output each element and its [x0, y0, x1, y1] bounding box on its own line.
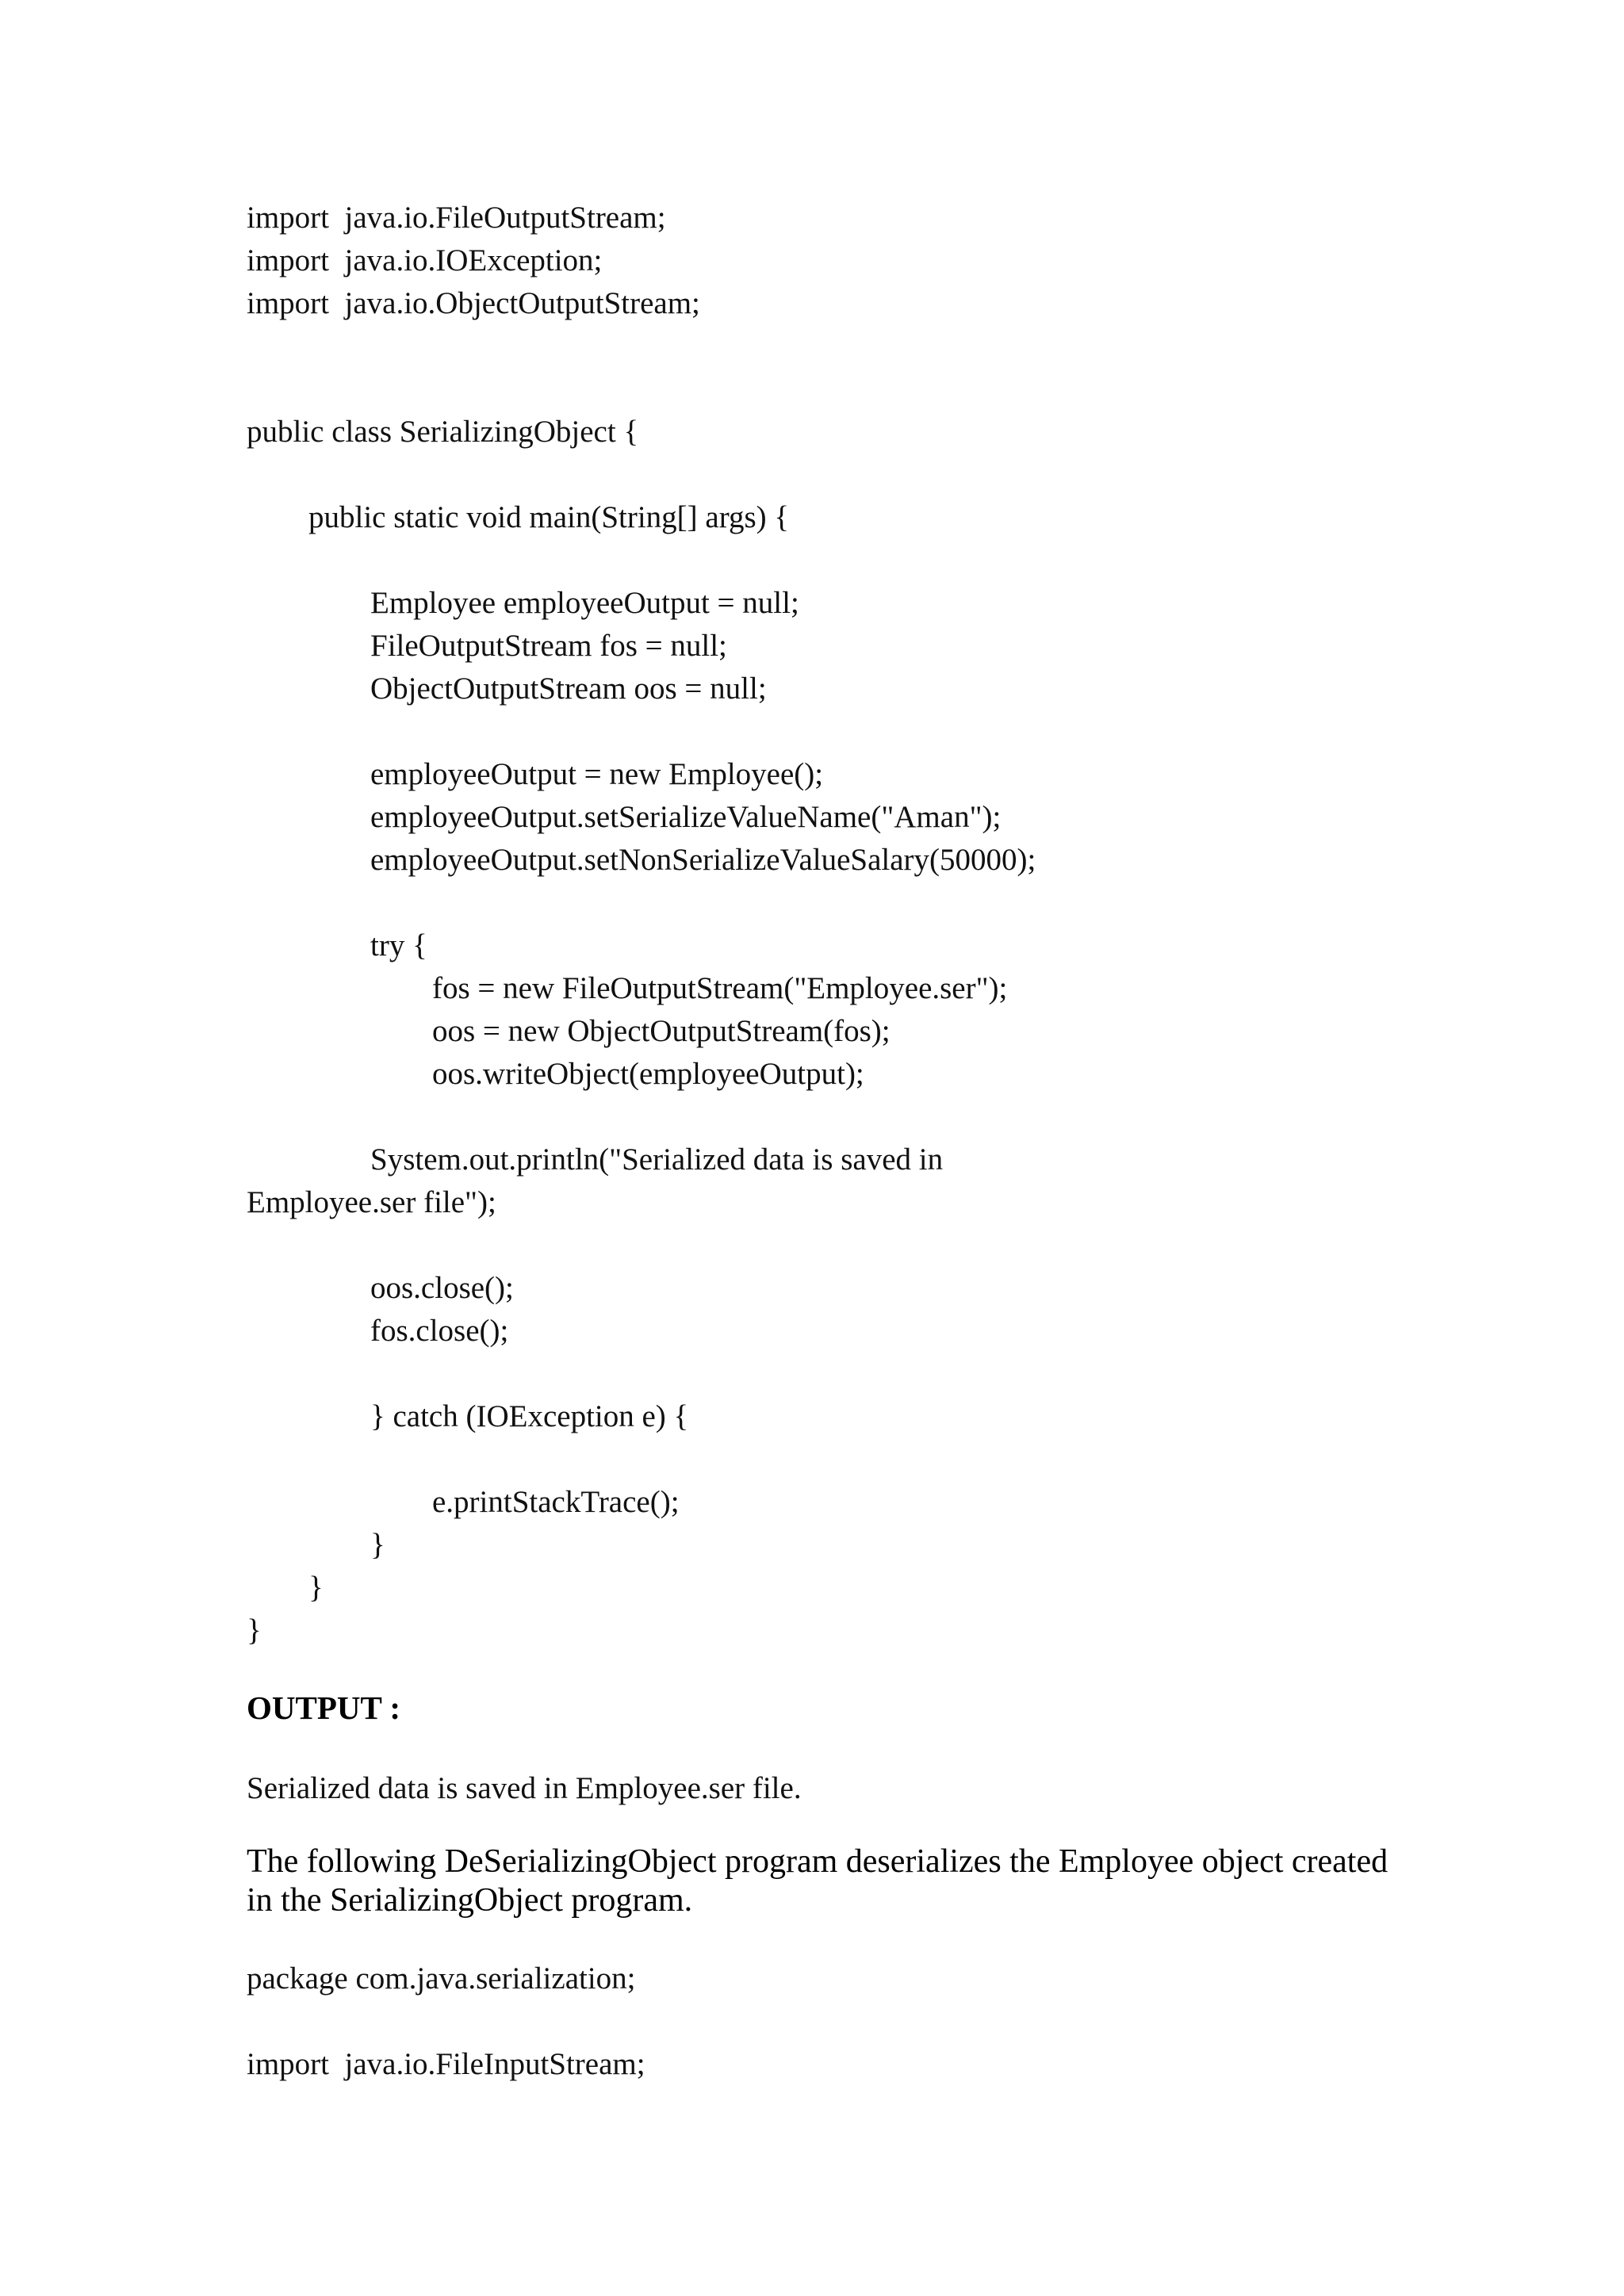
- code-block-serializing-object: [247, 197, 1036, 1652]
- code-line: }: [247, 1613, 262, 1647]
- code-line: [247, 539, 1036, 582]
- code-line: employeeOutput = new Employee();: [247, 757, 824, 791]
- code-line: [247, 882, 1036, 924]
- code-line: oos = new ObjectOutputStream(fos);: [247, 1014, 891, 1048]
- code-line: FileOutputStream fos = null;: [247, 629, 727, 663]
- code-line: } catch (IOException e) {: [247, 1399, 689, 1433]
- code-line: e.printStackTrace();: [247, 1485, 680, 1519]
- code-line: [247, 453, 1036, 496]
- code-line: [247, 1438, 1036, 1481]
- code-line: ObjectOutputStream oos = null;: [247, 672, 767, 706]
- code-line: oos.writeObject(employeeOutput);: [247, 1057, 864, 1091]
- code-line: [247, 710, 1036, 753]
- code-line: [247, 1353, 1036, 1395]
- code-line: employeeOutput.setSerializeValueName("Aman");: [247, 800, 1002, 834]
- code-line: System.out.println("Serialized data is saved in: [247, 1142, 944, 1177]
- code-line: public static void main(String[] args) {: [247, 500, 790, 534]
- code-line: [247, 2000, 645, 2043]
- code-line: import java.io.FileOutputStream;: [247, 201, 666, 235]
- code-line: }: [247, 1528, 385, 1562]
- code-line: import java.io.IOException;: [247, 243, 603, 277]
- code-line: [247, 1224, 1036, 1267]
- output-text: Serialized data is saved in Employee.ser file.: [247, 1771, 802, 1805]
- code-line: try {: [247, 928, 427, 962]
- code-block-deserializing-object: [247, 1957, 645, 2086]
- code-line: employeeOutput.setNonSerializeValueSalary(50000);: [247, 843, 1036, 877]
- code-line: import java.io.ObjectOutputStream;: [247, 286, 700, 320]
- code-line: public class SerializingObject {: [247, 415, 639, 449]
- code-line: oos.close();: [247, 1271, 514, 1305]
- code-line: fos = new FileOutputStream("Employee.ser");: [247, 971, 1008, 1005]
- code-line: Employee.ser file");: [247, 1185, 496, 1219]
- code-line: fos.close();: [247, 1314, 509, 1348]
- code-line: }: [247, 1571, 324, 1605]
- output-heading: OUTPUT :: [247, 1689, 401, 1726]
- code-line: import java.io.FileInputStream;: [247, 2047, 645, 2081]
- description-paragraph: The following DeSerializingObject program deserializes the Employee object created in the SerializingObject program.: [247, 1843, 1388, 1919]
- code-line: [247, 368, 1036, 411]
- code-line: [247, 325, 1036, 368]
- code-line: [247, 1096, 1036, 1138]
- code-line: package com.java.serialization;: [247, 1961, 636, 1996]
- code-line: Employee employeeOutput = null;: [247, 586, 799, 620]
